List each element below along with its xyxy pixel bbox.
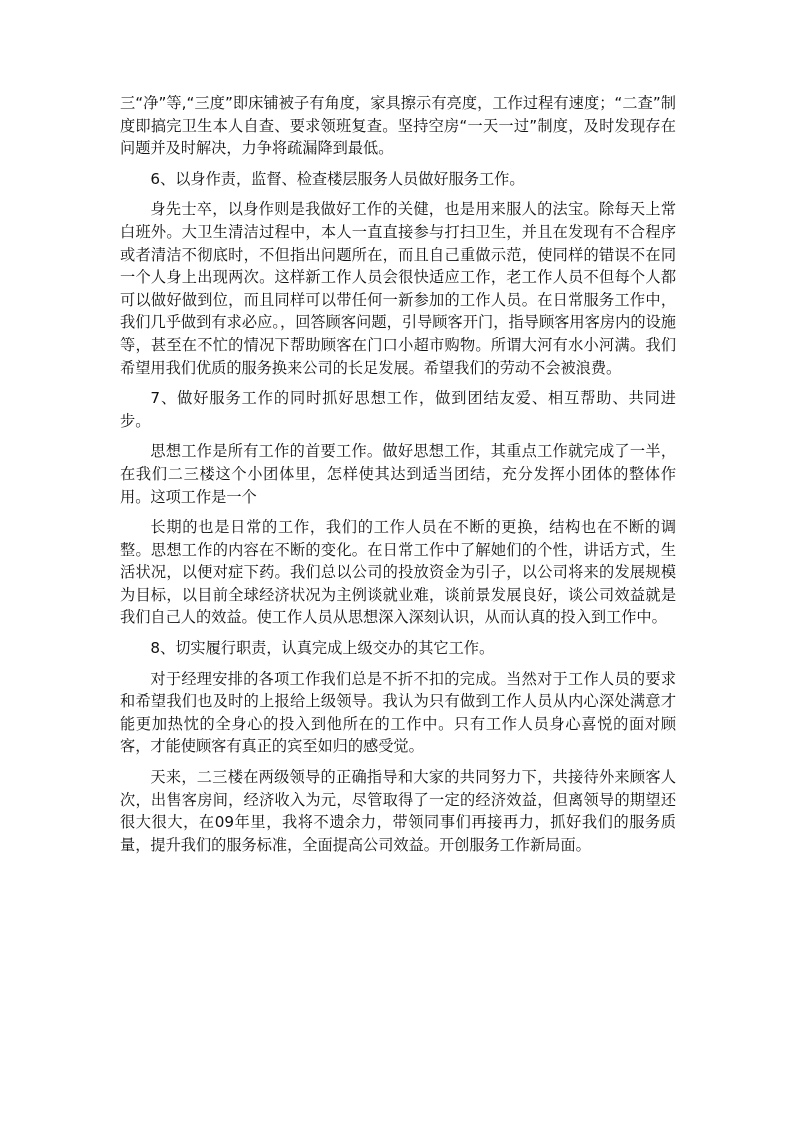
paragraph-1: 三“净”等,“三度”即床铺被子有角度，家具擦示有亮度，工作过程有速度；“二查”制度即搞完卫生本人自查、要求领班复查。坚持空房“一天一过”制度，及时发现存在问题并及时解决，力争将疏漏降到最低。 xyxy=(120,94,676,158)
paragraph-5: 思想工作是所有工作的首要工作。做好思想工作，其重点工作就完成了一半，在我们二三楼这个小团体里，怎样使其达到适当团结，充分发挥小团体的整体作用。这项工作是一个 xyxy=(120,442,676,506)
section-heading-6: 6、以身作责，监督、检查楼层服务人员做好服务工作。 xyxy=(150,169,525,188)
paragraph-9: 天来，二三楼在两级领导的正确指导和大家的共同努力下，共接待外来顾客人次，出售客房间，经济收入为元，尽管取得了一定的经济效益，但离领导的期望还很大很大，在09年里，我将不遗余力，带领同事们再接再力，抓好我们的服务质量，提升我们的服务标准，全面提高公司效益。开创服务工作新局面。 xyxy=(120,768,676,854)
document-body xyxy=(120,92,676,864)
paragraph-8: 对于经理安排的各项工作我们总是不折不扣的完成。当然对于工作人员的要求和希望我们也及时的上报给上级领导。我认为只有做到工作人员从内心深处满意才能更加热忱的全身心的投入到他所在的工作中。只有工作人员身心喜悦的面对顾客，才能使顾客有真正的宾至如归的感受觉。 xyxy=(120,669,676,756)
section-heading-8: 8、切实履行职责，认真完成上级交办的其它工作。 xyxy=(150,639,495,658)
paragraph-3: 身先士卒，以身作则是我做好工作的关健，也是用来服人的法宝。除每天上常白班外。大卫生清洁过程中，本人一直直接参与打扫卫生，并且在发现有不合程序或者清洁不彻底时，不但指出问题所在，而且自己重做示范，使同样的错误不在同一个人身上出现两次。这样新工作人员会很快适应工作，老工作人员不但每个人都可以做好做到位，而且同样可以带任何一新参加的工作人员。在日常服务工作中，我们几乎做到有求必应。，回答顾客问题，引导顾客开门，指导顾客用客房内的设施等，甚至在不忙的情况下帮助顾客在门口小超市购物。所谓大河有水小河满。我们希望用我们优质的服务换来公司的长足发展。希望我们的劳动不会被浪费。 xyxy=(120,200,676,377)
section-heading-7: 7、做好服务工作的同时抓好思想工作，做到团结友爱、相互帮助、共同进步。 xyxy=(120,389,676,430)
paragraph-6: 长期的也是日常的工作，我们的工作人员在不断的更换，结构也在不断的调整。思想工作的内容在不断的变化。在日常工作中了解她们的个性，讲话方式，生活状况，以便对症下药。我们总以公司的投放资金为引子，以公司将来的发展规模为目标，以目前全球经济状况为主例谈就业难，谈前景发展良好，谈公司效益就是我们自己人的效益。使工作人员从思想深入深刻认识，从而认真的投入到工作中。 xyxy=(120,518,676,627)
